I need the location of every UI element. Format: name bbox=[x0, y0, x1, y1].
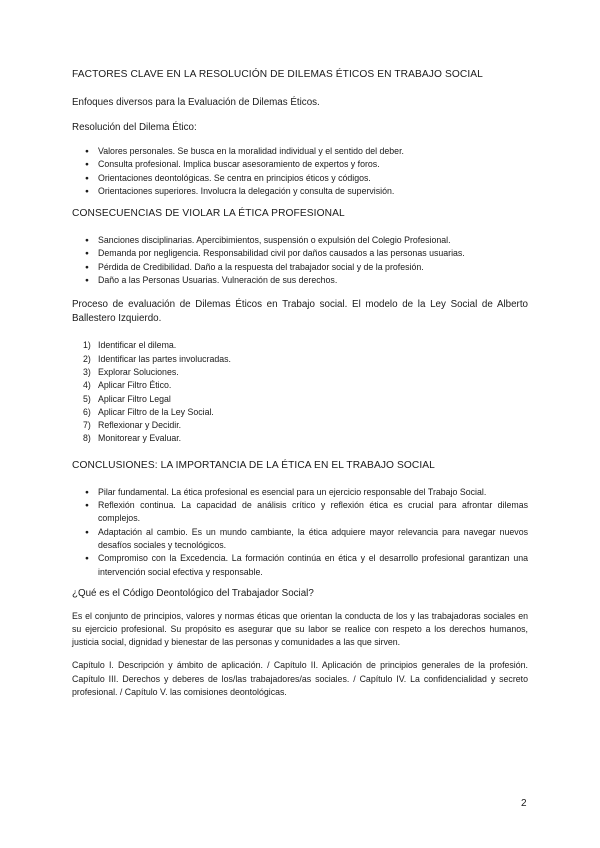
list-item: ● Demanda por negligencia. Responsabilidad civil por daños causados a las personas usuarias. bbox=[72, 247, 528, 260]
page-number: 2 bbox=[521, 798, 527, 809]
step-text: Aplicar Filtro Legal bbox=[98, 393, 171, 404]
step-number: 2) bbox=[83, 353, 91, 364]
step-number: 4) bbox=[83, 380, 91, 391]
step-number: 8) bbox=[83, 433, 91, 444]
step-text: Explorar Soluciones. bbox=[98, 366, 179, 377]
answer-paragraph: Es el conjunto de principios, valores y normas éticas que orientan la conducta de los y las trabajadoras sociales en su ejercicio profesional. Su propósito es asegurar que su labor se realice con respeto a los derechos humanos, justicia social, dignidad y bienestar de las personas y comunidades a las que sirven. bbox=[72, 610, 528, 648]
document-body bbox=[72, 68, 528, 699]
list-item: ● Orientaciones superiores. Involucra la delegación y consulta de supervisión. bbox=[72, 185, 528, 198]
list-item: ● Reflexión continua. La capacidad de análisis crítico y reflexión ética es crucial para afrontar dilemas complejos. bbox=[72, 499, 528, 526]
step-number: 7) bbox=[83, 420, 91, 431]
step-text: Aplicar Filtro de la Ley Social. bbox=[98, 406, 214, 417]
process-steps-list bbox=[72, 339, 528, 445]
resolution-list bbox=[72, 145, 528, 198]
heading-consequences: CONSECUENCIAS DE VIOLAR LA ÉTICA PROFESIONAL bbox=[72, 208, 345, 220]
step-text: Reflexionar y Decidir. bbox=[98, 420, 182, 431]
list-item bbox=[72, 366, 528, 379]
step-text: Identificar el dilema. bbox=[98, 340, 177, 351]
step-number: 5) bbox=[83, 393, 91, 404]
list-item: ● Pérdida de Credibilidad. Daño a la respuesta del trabajador social y de la profesión. bbox=[72, 261, 528, 274]
list-item bbox=[72, 379, 528, 392]
list-item bbox=[72, 339, 528, 352]
process-intro: Proceso de evaluación de Dilemas Éticos en Trabajo social. El modelo de la Ley Social de Alberto Ballestero Izquierdo. bbox=[72, 299, 528, 325]
list-item: ● Valores personales. Se busca en la moralidad individual y el sentido del deber. bbox=[72, 145, 528, 158]
subtitle-approaches: Enfoques diversos para la Evaluación de Dilemas Éticos. bbox=[72, 97, 320, 108]
step-number: 3) bbox=[83, 366, 91, 377]
list-item bbox=[72, 353, 528, 366]
list-item: ● Consulta profesional. Implica buscar asesoramiento de expertos y foros. bbox=[72, 158, 528, 171]
list-item bbox=[72, 419, 528, 432]
chapters-paragraph: Capítulo I. Descripción y ámbito de aplicación. / Capítulo II. Aplicación de principios generales de la profesión. Capítulo III. Derechos y deberes de los/las trabajadores/as sociales. / Capítulo IV. La confidencialidad y secreto profesional. / Capítulo V. las comisiones deontológicas. bbox=[72, 660, 528, 697]
subtitle-resolution: Resolución del Dilema Ético: bbox=[72, 122, 197, 133]
list-item bbox=[72, 393, 528, 406]
heading-conclusions: CONCLUSIONES: LA IMPORTANCIA DE LA ÉTICA EN EL TRABAJO SOCIAL bbox=[72, 459, 435, 471]
heading-key-factors: FACTORES CLAVE EN LA RESOLUCIÓN DE DILEMAS ÉTICOS EN TRABAJO SOCIAL bbox=[72, 69, 483, 80]
list-item bbox=[72, 432, 528, 445]
list-item: ● Daño a las Personas Usuarias. Vulneración de sus derechos. bbox=[72, 274, 528, 287]
step-number: 1) bbox=[83, 340, 91, 351]
list-item: ● Adaptación al cambio. Es un mundo cambiante, la ética adquiere mayor relevancia para navegar nuevos desafíos sociales y tecnológicos. bbox=[72, 526, 528, 553]
question-heading: ¿Qué es el Código Deontológico del Trabajador Social? bbox=[72, 587, 314, 599]
step-text: Monitorear y Evaluar. bbox=[98, 433, 182, 444]
conclusions-list bbox=[72, 486, 528, 579]
list-item: ● Sanciones disciplinarias. Apercibimientos, suspensión o expulsión del Colegio Profesional. bbox=[72, 234, 528, 247]
list-item: ● Pilar fundamental. La ética profesional es esencial para un ejercicio responsable del Trabajo Social. bbox=[72, 486, 528, 499]
list-item bbox=[72, 406, 528, 419]
step-text: Aplicar Filtro Ético. bbox=[98, 380, 172, 391]
list-item: ● Orientaciones deontológicas. Se centra en principios éticos y códigos. bbox=[72, 172, 528, 185]
step-number: 6) bbox=[83, 406, 91, 417]
list-item: ● Compromiso con la Excedencia. La formación continúa en ética y el desarrollo profesional garantizan una intervención social efectiva y responsable. bbox=[72, 552, 528, 579]
step-text: Identificar las partes involucradas. bbox=[98, 353, 231, 364]
consequences-list bbox=[72, 234, 528, 287]
